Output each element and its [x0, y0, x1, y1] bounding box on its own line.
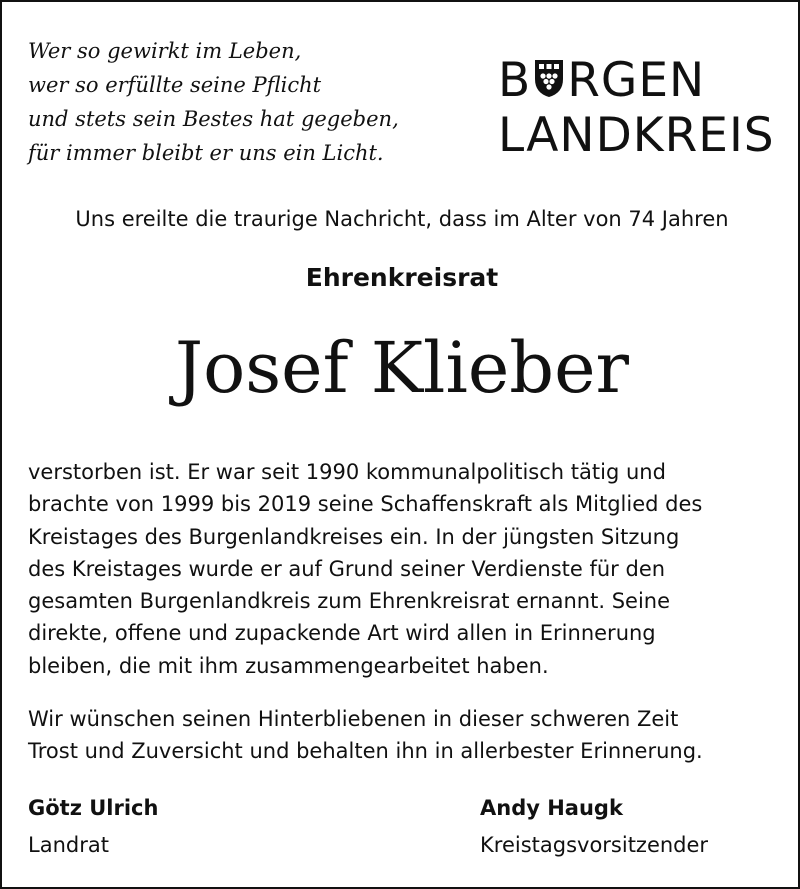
- deceased-name: Josef Klieber: [175, 327, 629, 409]
- signer-name: Andy Haugk: [480, 796, 623, 820]
- logo-letters-rgen: RGEN: [567, 53, 706, 108]
- body-line: Kreistages des Burgenlandkreises ein. In der jüngsten Sitzung: [28, 524, 680, 549]
- wish-line: Wir wünschen seinen Hinterbliebenen in dieser schweren Zeit: [28, 707, 679, 731]
- body-text: [28, 456, 702, 682]
- condolence-text: [28, 703, 703, 767]
- body-line: bleiben, die mit ihm zusammengearbeitet haben.: [28, 653, 549, 678]
- signer-title: Landrat: [28, 833, 109, 857]
- crest-shield-icon: [532, 57, 566, 99]
- wish-line: Trost und Zuversicht und behalten ihn in allerbester Erinnerung.: [28, 739, 703, 763]
- signature-landrat: [28, 791, 158, 862]
- body-line: direkte, offene und zupackende Art wird allen in Erinnerung: [28, 621, 656, 646]
- body-line: des Kreistages wurde er auf Grund seiner Verdienste für den: [28, 556, 666, 581]
- logo-letter-b: B: [498, 53, 532, 108]
- body-line: gesamten Burgenlandkreis zum Ehrenkreisrat ernannt. Seine: [28, 589, 671, 614]
- poem-line: und stets sein Bestes hat gegeben,: [28, 107, 399, 131]
- poem-line: für immer bleibt er uns ein Licht.: [28, 141, 384, 165]
- signer-title: Kreistagsvorsitzender: [480, 833, 709, 857]
- logo-line-1: [498, 54, 705, 108]
- logo-line-2: LANDKREIS: [498, 108, 775, 163]
- body-line: verstorben ist. Er war seit 1990 kommunalpolitisch tätig und: [28, 460, 666, 484]
- intro-text: Uns ereilte die traurige Nachricht, dass im Alter von 74 Jahren: [75, 207, 729, 231]
- burgenlandkreis-logo: [498, 54, 778, 164]
- signature-kreistagsvorsitzender: [480, 791, 708, 862]
- poem-line: Wer so gewirkt im Leben,: [28, 39, 302, 63]
- signer-name: Götz Ulrich: [28, 796, 159, 820]
- poem-line: wer so erfüllte seine Pflicht: [28, 73, 322, 97]
- honorary-title: Ehrenkreisrat: [305, 263, 499, 292]
- memorial-poem: [28, 34, 399, 170]
- body-line: brachte von 1999 bis 2019 seine Schaffenskraft als Mitglied des: [28, 492, 703, 517]
